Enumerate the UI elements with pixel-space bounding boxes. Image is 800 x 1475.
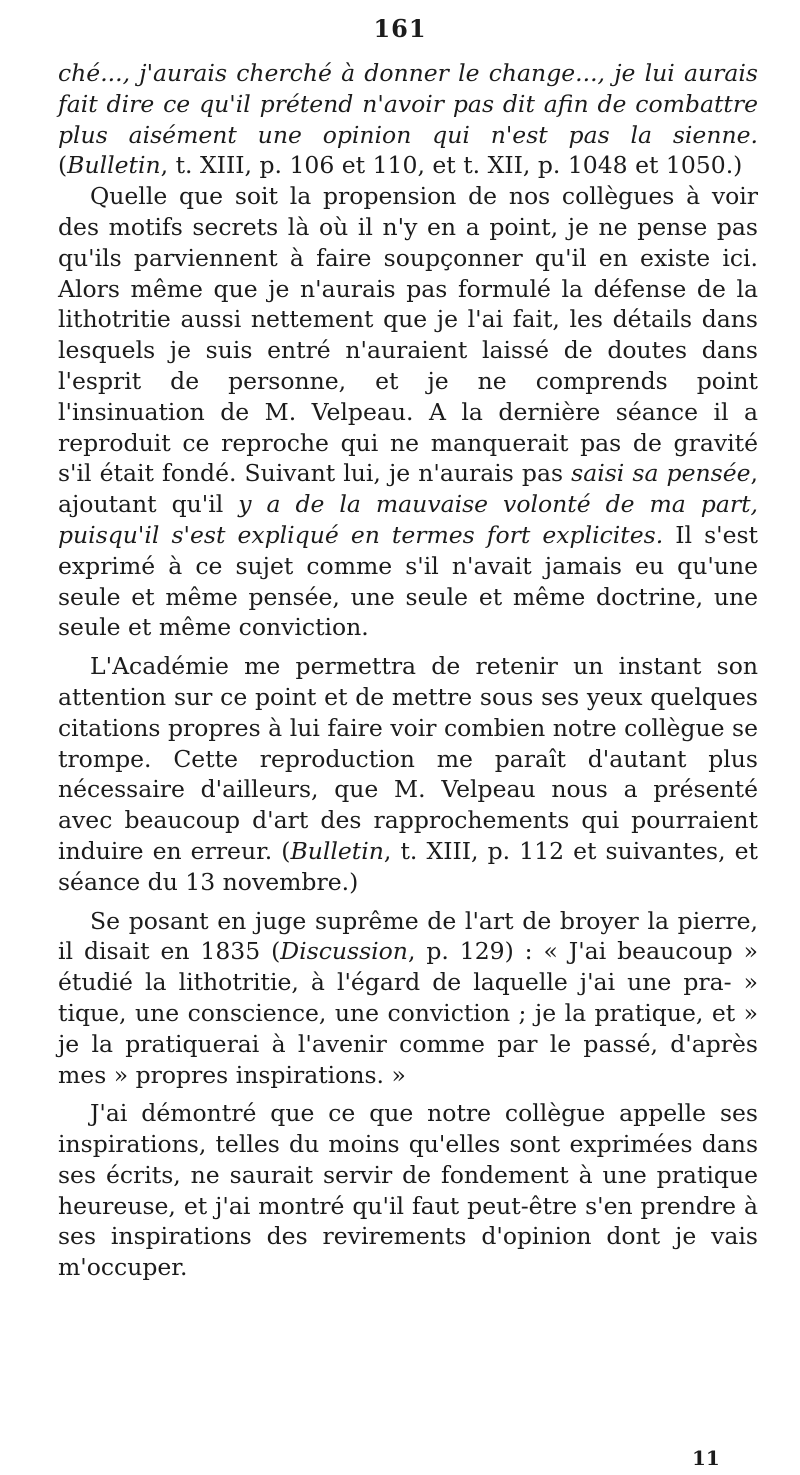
- text-run: L'Académie me permettra de retenir un instant son attention sur ce point et de mettre sous ses yeux quelques citations propres à lui faire voir combien notre collègue se trompe. Cette reproduction me paraît d'autant plus nécessaire d'ailleurs, que M. Velpeau nous a présenté avec beaucoup d'art des rapprochements qui pourraient induire en erreur. (: [58, 652, 758, 865]
- italic-run: saisi sa pensée: [571, 459, 751, 488]
- paragraph-continuation: [58, 58, 758, 181]
- paragraph: [58, 181, 758, 643]
- italic-run: Bulletin: [290, 836, 384, 865]
- text-run: (: [58, 151, 68, 180]
- text-run: , p. 129) : « J'ai beaucoup » étudié la lithotritie, à l'égard de laquelle j'ai une pra- » tique, une conscience, une conviction ; je la pratique, et » je la pratiquerai à l'avenir comme par le passé, d'après mes » propres inspirations. »: [58, 937, 758, 1089]
- italic-run: Discussion: [280, 937, 408, 966]
- italic-run: y a de la mauvaise volonté de ma part, puisqu'il s'est expliqué en termes fort explicites.: [58, 490, 758, 549]
- page-number: 161: [373, 14, 427, 43]
- text-run: Quelle que soit la propension de nos collègues à voir des motifs secrets là où il n'y en a point, je ne pense pas qu'ils parviennent à faire soupçonner qu'il en existe ici. Alors même que je n'aurais pas formulé la défense de la lithotritie aussi nettement que je l'ai fait, les détails dans lesquels je suis entré n'auraient laissé de doutes dans l'esprit de personne, et je ne comprends point l'insinuation de M. Velpeau. A la dernière séance il a reproduit ce reproche qui ne manquerait pas de gravité s'il était fondé. Suivant lui, je n'aurais pas: [58, 182, 758, 488]
- text-run: , ajoutant qu'il: [58, 459, 759, 519]
- text-run: , t. XIII, p. 112 et suivantes, et séance du 13 novembre.): [58, 836, 758, 896]
- paragraph: [58, 1098, 758, 1283]
- italic-run: ché..., j'aurais cherché à donner le change..., je lui aurais fait dire ce qu'il prétend n'avoir pas dit afin de combattre plus aisément une opinion qui n'est pas la sienne.: [58, 59, 758, 149]
- signature-mark: 11: [692, 1446, 720, 1470]
- text-run: , t. XIII, p. 106 et 110, et t. XII, p. 1048 et 1050.): [160, 151, 743, 180]
- text-run: J'ai démontré que ce que notre collègue appelle ses inspirations, telles du moins qu'elles sont exprimées dans ses écrits, ne saurait servir de fondement à une pratique heureuse, et j'ai montré qu'il faut peut-être s'en prendre à ses inspirations des revirements d'opinion dont je vais m'occuper.: [58, 1099, 758, 1282]
- paragraph: [58, 651, 758, 897]
- text-run: Il s'est exprimé à ce sujet comme s'il n'avait jamais eu qu'une seule et même pensée, une seule et même doctrine, une seule et même conviction.: [58, 520, 758, 642]
- paragraph: [58, 906, 758, 1091]
- text-run: Se posant en juge suprême de l'art de broyer la pierre, il disait en 1835 (: [58, 906, 758, 966]
- body-text: [58, 58, 758, 1283]
- italic-run: Bulletin: [67, 151, 161, 180]
